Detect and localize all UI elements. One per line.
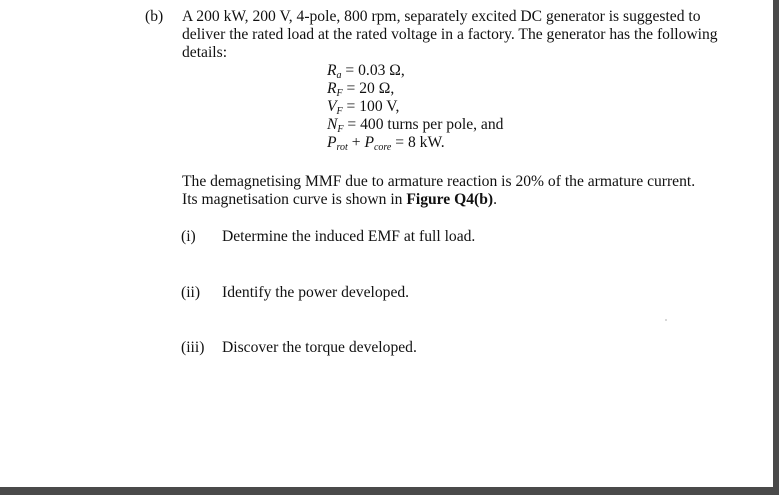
param-symbol: R <box>327 62 337 79</box>
scan-speck <box>665 319 667 321</box>
param-symbol: P <box>327 134 337 151</box>
paragraph2-suffix: . <box>493 191 498 208</box>
param-ra <box>327 62 405 80</box>
question-label: (b) <box>145 8 164 25</box>
param-value: = 20 Ω, <box>342 80 395 97</box>
subquestion-text-ii: Identify the power developed. <box>222 284 410 301</box>
subquestion-text-i: Determine the induced EMF at full load. <box>222 228 476 245</box>
param-vf <box>327 98 399 116</box>
param-rf <box>327 80 394 98</box>
param-symbol: N <box>327 116 338 133</box>
intro-line-1: A 200 kW, 200 V, 4-pole, 800 rpm, separately excited DC generator is suggested to <box>182 8 701 25</box>
paragraph2-line-1: The demagnetising MMF due to armature reaction is 20% of the armature current. <box>182 173 696 190</box>
figure-reference: Figure Q4(b) <box>406 191 494 208</box>
param-symbol: V <box>327 98 337 115</box>
param-value: = 0.03 Ω, <box>341 62 405 79</box>
param-subscript: F <box>336 88 343 99</box>
param-subscript: rot <box>336 142 348 153</box>
param-symbol: R <box>327 80 337 97</box>
param-nf <box>327 116 503 134</box>
intro-line-3: details: <box>182 44 228 61</box>
param-value: = 8 kW. <box>391 134 445 151</box>
param-value: = 400 turns per pole, and <box>343 116 504 133</box>
subquestion-num-i: (i) <box>181 228 196 245</box>
param-subscript: core <box>373 142 392 153</box>
subquestion-num-iii: (iii) <box>181 339 205 356</box>
viewer-background-bottom <box>0 487 779 495</box>
paragraph2-prefix: Its magnetisation curve is shown in <box>182 191 407 208</box>
param-subscript: F <box>337 124 344 135</box>
subquestion-num-ii: (ii) <box>181 284 201 301</box>
param-symbol: P <box>364 134 374 151</box>
intro-line-2: deliver the rated load at the rated voltage in a factory. The generator has the following <box>182 26 718 43</box>
param-subscript: F <box>336 106 343 117</box>
subquestion-text-iii: Discover the torque developed. <box>222 339 417 356</box>
paragraph2-line-2 <box>182 191 497 209</box>
plus-sign: + <box>347 134 365 151</box>
param-power <box>327 134 445 152</box>
param-value: = 100 V, <box>342 98 400 115</box>
param-subscript: a <box>336 70 342 81</box>
viewer-background-right <box>773 0 779 495</box>
